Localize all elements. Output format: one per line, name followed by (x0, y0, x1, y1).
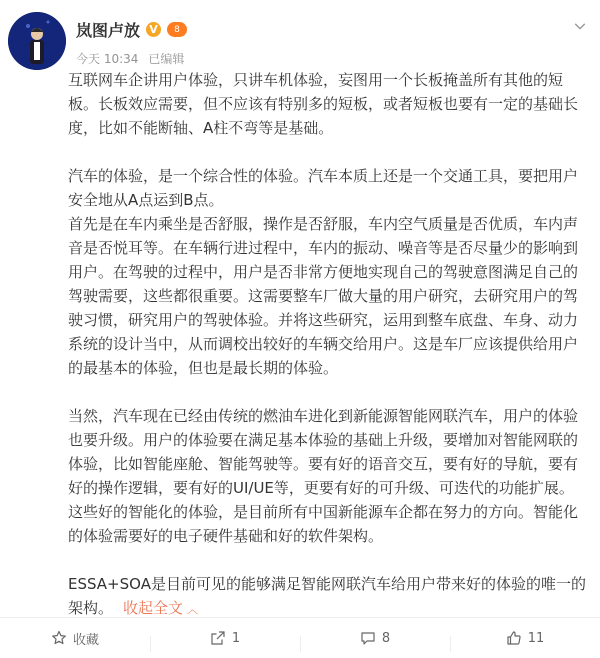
post-header (8, 12, 600, 72)
post-meta (76, 50, 184, 67)
share-icon (210, 630, 226, 646)
share-button[interactable] (150, 630, 300, 646)
more-button[interactable] (568, 14, 592, 38)
paragraph-1: 互联网车企讲用户体验，只讲车机体验，妄图用一个长板掩盖所有其他的短板。长板效应需要，但不应该有特别多的短板，或者短板也要有一定的基础长度，比如不能断轴、A柱不弯等是基础。 (68, 71, 579, 137)
star-icon (51, 630, 67, 646)
edited-label: 已编辑 (148, 52, 185, 66)
paragraph-2: 汽车的体验，是一个综合性的体验。汽车本质上还是一个交通工具，要把用户安全地从A点运到B点。 (68, 167, 579, 209)
author-name[interactable]: 岚图卢放 (76, 21, 141, 40)
collapse-label: 收起全文 (123, 599, 184, 617)
comment-count: 8 (381, 630, 391, 646)
paragraph-5-text: ESSA+SOA是目前可见的能够满足智能网联汽车给用户带来好的体验的唯一的架构。 (68, 575, 586, 617)
like-count: 11 (527, 630, 545, 646)
favorite-button[interactable] (0, 629, 150, 648)
thumbs-up-icon (506, 630, 522, 646)
share-count: 1 (231, 630, 241, 646)
paragraph-3: 首先是在车内乘坐是否舒服，操作是否舒服，车内空气质量是否优质，车内声音是否悦耳等。在车辆行进过程中，车内的振动、噪音等是否尽量少的影响到用户。在驾驶的过程中，用户是否非常方便地实现自己的驾驶意图满足自己的驾驶需要，这些都很重要。这需要整车厂做大量的用户研究，去研究用户的驾驶习惯，研究用户的驾驶体验。并将这些研究，运用到整车底盘、车身、动力系统的设计当中，从而调校出较好的车辆交给用户。这是车厂应该提供给用户的最基本的体验，但也是最长期的体验。 (68, 215, 579, 377)
comment-icon (360, 630, 376, 646)
paragraph-4: 当然，汽车现在已经由传统的燃油车进化到新能源智能网联汽车，用户的体验也要升级。用户的体验要在满足基本体验的基础上升级，要增加对智能网联的体验，比如智能座舱、智能驾驶等。要有好的语音交互，要有好的导航，要有好的操作逻辑，要有好的UI/UE等，更要有好的可升级、可迭代的功能扩展。这些好的智能化的体验，是目前所有中国新能源车企都在努力的方向。智能化的体验需要好的电子硬件基础和好的软件架构。 (68, 407, 579, 545)
comment-button[interactable] (300, 630, 450, 646)
post-content (68, 68, 588, 622)
chevron-down-icon (573, 19, 587, 33)
avatar[interactable] (8, 12, 66, 70)
chevron-up-icon: ︿ (187, 603, 199, 616)
action-toolbar (0, 617, 600, 658)
rank-badge-icon: 8 (167, 22, 187, 37)
collapse-link[interactable] (123, 599, 198, 617)
post-time[interactable]: 今天 10:34 (76, 52, 139, 66)
avatar-image (8, 12, 66, 70)
favorite-label: 收藏 (72, 632, 99, 648)
like-button[interactable] (450, 630, 600, 646)
verified-badge-icon: V (146, 22, 161, 37)
author-row (76, 18, 187, 41)
paragraph-5 (68, 572, 588, 622)
